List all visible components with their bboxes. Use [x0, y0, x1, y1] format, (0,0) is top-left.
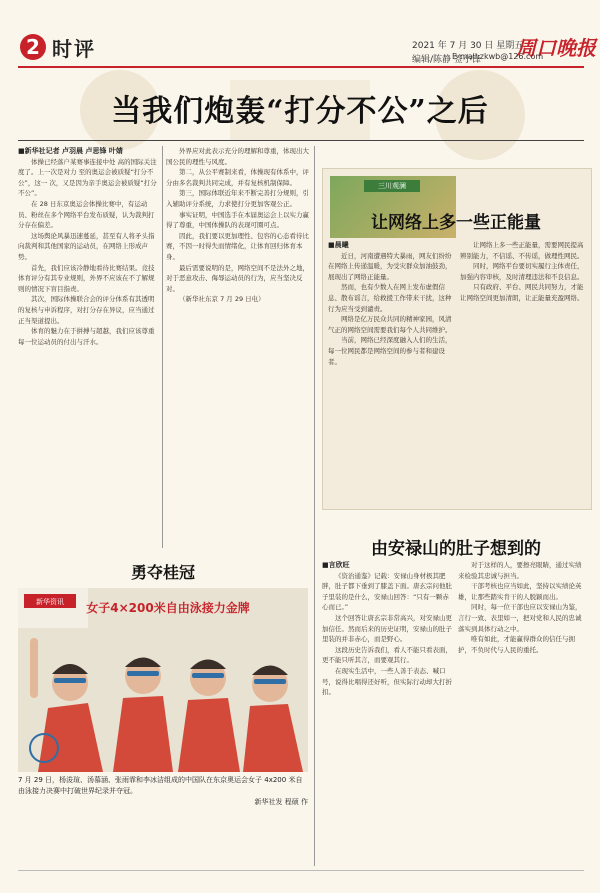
- photo-caption: [18, 775, 308, 808]
- editor-credit: 编辑/陈静 签小锋: [412, 55, 481, 65]
- paragraph: 在现实生活中，一些人善于表态、喊口号，说得比唱得还好听，但实际行动却大打折扣。: [322, 666, 452, 697]
- paragraph: 体育的魅力在于拼搏与超越，我们应该尊重每一位运动员的付出与汗水。: [18, 327, 155, 346]
- photo-credit: 新华社发 程硕 作: [254, 798, 308, 806]
- paragraph: 在 28 日东京奥运会体操比赛中，有运动员、粉丝在多个网络平台发布质疑，认为裁判打分存在偏差。: [18, 199, 155, 230]
- photo-caption-text: 7 月 29 日，杨浚瑄、汤慕涵、张雨霏和李冰洁组成的中国队在东京奥运会女子 4x200 米自由泳接力决赛中打破世界纪录并夺冠。: [18, 776, 303, 795]
- left-article-byline: ■新华社记者 卢羽晨 卢思锋 叶婧: [18, 147, 123, 155]
- column-tag: 三川观澜: [364, 180, 420, 192]
- paragraph: （新华社东京 7 月 29 日电）: [179, 295, 265, 304]
- photo-badge: 新华资讯: [36, 598, 64, 606]
- issue-date: 2021 年 7 月 30 日 星期五: [412, 41, 524, 51]
- essay-column-1: [322, 560, 452, 866]
- contact-email: E-mail:zkwb@126.com: [452, 52, 544, 61]
- photo-title: 勇夺桂冠: [130, 563, 195, 582]
- paragraph: 这场舆论风暴迅速蔓延，甚至有人将矛头指向裁判和其他国家的运动员，在网络上形成声势。: [18, 231, 155, 261]
- paragraph: 这段历史告诉我们，看人不能只看表面，更不能只听其言，而要观其行。: [322, 645, 452, 665]
- paragraph: 同时，网络平台要切实履行主体责任，加强内容审核，及时清理违法和不良信息。: [460, 262, 584, 281]
- paragraph: 最后需要说明的是，网络空间不是法外之地，对于恶意攻击、侮辱运动员的行为，应当坚决反对。: [166, 263, 309, 293]
- left-article-column-1: [18, 146, 158, 548]
- opinion-column-2: [460, 240, 586, 502]
- paragraph: 只有政府、平台、网民共同努力，才能让网络空间更加清朗，让正能量充盈网络。: [460, 283, 584, 302]
- page-number-badge: 2: [20, 34, 46, 60]
- newspaper-logo: 周口晚报: [516, 36, 596, 60]
- paragraph: 体操已经落户某赛事连接中处 高的国际关注度了。上一次是对力 至的奥运会被质疑“打分不公”，这一 次，又是因为亲手奥运会被质疑“打分不公”。: [18, 157, 157, 198]
- section-divider: [314, 146, 315, 866]
- photo-illustration: [18, 588, 308, 772]
- essay-column-2: [458, 560, 586, 866]
- paragraph: 让网络上多一些正能量，需要网民提高辨别能力，不信谣、不传谣，做理性网民。: [460, 241, 584, 260]
- left-article-column-2: [166, 146, 310, 548]
- paragraph: 然而，也有少数人在网上发布虚假信息、散布谣言，给救援工作带来干扰，这种行为应当受到谴责。: [328, 283, 452, 313]
- opinion-byline: ■晨曦: [328, 241, 349, 249]
- headline-rule: [18, 140, 584, 141]
- photo-banner: 女子4×200米自由泳接力金牌: [86, 601, 250, 615]
- opinion-column-1: [328, 240, 453, 502]
- paragraph: 唯有如此，才能赢得群众的信任与拥护，不负时代与人民的重托。: [458, 635, 575, 654]
- section-title: 时评: [52, 37, 96, 61]
- essay-title: 由安禄山的肚子想到的: [371, 539, 541, 559]
- paragraph: 对于这样的人，要擦亮眼睛，通过实绩来检验其忠诚与担当。: [458, 561, 582, 580]
- paragraph: 事实证明，中国选手在本届奥运会上以实力赢得了尊重，中国体操队的表现可圈可点。: [166, 210, 309, 230]
- paragraph: 近日，河南遭遇特大暴雨，网友们纷纷在网络上传递温暖，为受灾群众加油鼓劲，展现出了网络正能量。: [328, 251, 452, 281]
- paragraph: 其次，国际体操联合会的评分体系有其透明的复核与申诉程序，对打分存在异议，应当通过正当渠道提出。: [18, 295, 155, 325]
- paragraph: 第三，国际体联近年来不断完善打分规则，引入辅助评分系统，力求使打分更加客观公正。: [166, 189, 309, 208]
- paragraph: 首先，我们应该冷静地看待比赛结果。竞技体育评分有其专业规则，外界不应该在不了解规则的情况下盲目指责。: [18, 263, 155, 293]
- paragraph: 这个回答让唐玄宗非常高兴，对安禄山更加信任。然而后来的历史证明，安禄山的肚子里装的并非赤心，而是野心。: [322, 613, 452, 644]
- main-headline: 当我们炮轰“打分不公”之后: [111, 94, 489, 129]
- paragraph: 因此，我们要以更加理性、包容的心态看待比赛，不因一时得失而情绪化，让体育回归体育本身。: [166, 231, 309, 261]
- opinion-title: 让网络上多一些正能量: [371, 213, 541, 233]
- paragraph: 同时，每一位干部也应以安禄山为鉴，言行一致、表里如一，把对党和人民的忠诚落实到具体行动之中。: [458, 603, 582, 633]
- paragraph: 第二，从公平赛制来看，体操现有体系中，评分由多名裁判共同完成，并有复核机制保障。: [166, 168, 309, 187]
- paragraph: 《资治通鉴》记载：安禄山身材极其肥胖，肚子都下垂到了膝盖下面。唐玄宗问他肚子里装的是什么，安禄山回答：“只有一颗赤心而已。”: [322, 571, 452, 612]
- swimmers-photo: [18, 588, 308, 772]
- paragraph: 外界应对此表示充分的理解和尊重，体现出大国公民的理性与风度。: [166, 147, 309, 166]
- column-divider: [162, 146, 163, 548]
- header-rule: [18, 66, 584, 68]
- paragraph: 网络是亿万民众共同的精神家园，风清气正的网络空间需要我们每个人共同维护。: [328, 315, 452, 334]
- paragraph: 当前，网络已经深度融入人们的生活，每一位网民都是网络空间的参与者和建设者。: [328, 336, 452, 366]
- essay-byline: ■言欣旺: [322, 561, 350, 569]
- footer-rule: [18, 870, 584, 871]
- paragraph: 干部考核也应当如此，坚持以实绩论英雄，让那些踏实肯干的人脱颖而出。: [458, 582, 582, 601]
